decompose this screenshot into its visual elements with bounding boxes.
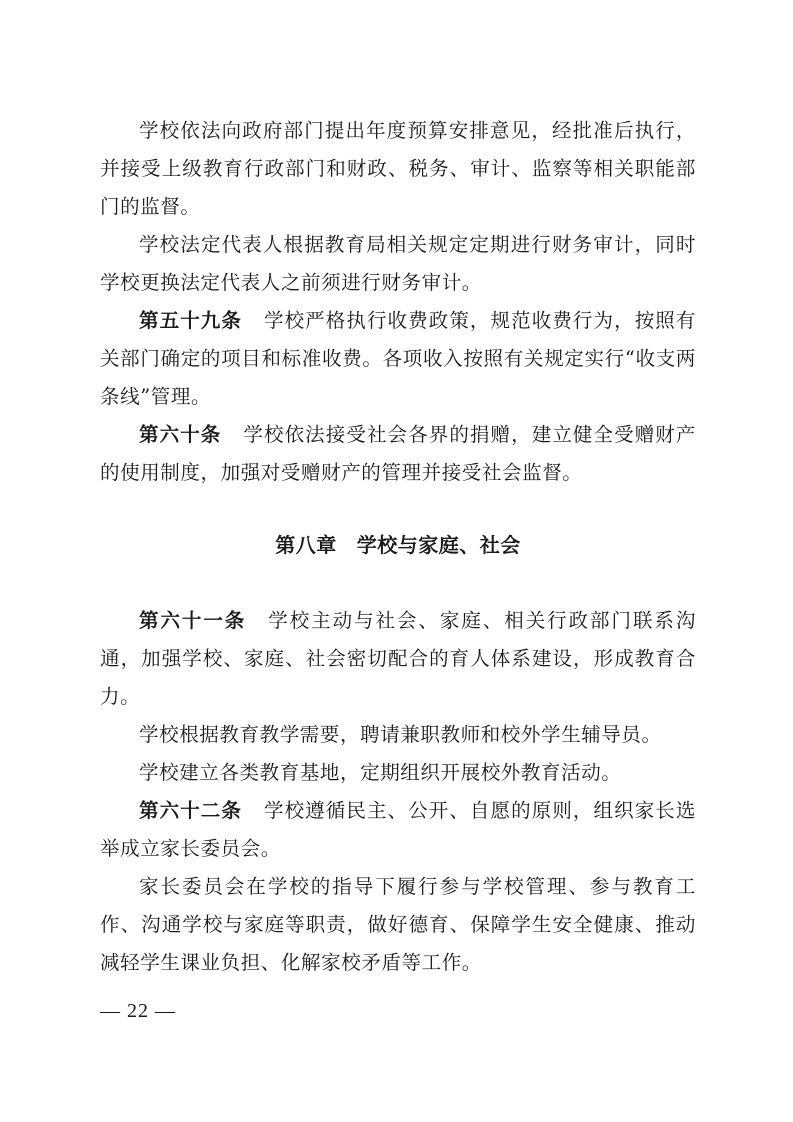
page-number: — 22 —: [100, 1000, 176, 1022]
paragraph-text: 学校建立各类教育基地，定期组织开展校外教育活动。: [139, 761, 622, 784]
article-number: 第五十九条: [139, 309, 242, 332]
paragraph-text: 家长委员会在学校的指导下履行参与学校管理、参与教育工作、沟通学校与家庭等职责，做好德育、保障学生安全健康、推动减轻学生课业负担、化解家校矛盾等工作。: [100, 875, 696, 974]
paragraph-text: 学校依法向政府部门提出年度预算安排意见，经批准后执行，并接受上级教育行政部门和财政、税务、审计、监察等相关职能部门的监督。: [100, 119, 696, 218]
document-body: [100, 112, 696, 982]
paragraph-education-bases: [100, 754, 696, 792]
article-61: [100, 602, 696, 716]
article-number: 第六十二条: [139, 799, 242, 822]
article-62: [100, 792, 696, 868]
article-59: [100, 302, 696, 416]
chapter-heading: [100, 526, 696, 564]
paragraph-part-time-teachers: [100, 716, 696, 754]
paragraph-text: 学校法定代表人根据教育局相关规定定期进行财务审计，同时学校更换法定代表人之前须进行财务审计。: [100, 233, 696, 294]
paragraph-text: 学校遵循民主、公开、自愿的原则，组织家长选举成立家长委员会。: [100, 799, 696, 860]
paragraph-text: 学校根据教育教学需要，聘请兼职教师和校外学生辅导员。: [139, 723, 662, 746]
paragraph-audit: [100, 226, 696, 302]
paragraph-text: 学校依法接受社会各界的捐赠，建立健全受赠财产的使用制度，加强对受赠财产的管理并接受社会监督。: [100, 423, 696, 484]
chapter-number: 第八章: [275, 533, 337, 557]
article-number: 第六十条: [139, 423, 222, 446]
paragraph-text: 学校严格执行收费政策，规范收费行为，按照有关部门确定的项目和标准收费。各项收入按照有关规定实行“收支两条线”管理。: [100, 309, 696, 408]
article-60: [100, 416, 696, 492]
paragraph-budget: [100, 112, 696, 226]
paragraph-parent-committee: [100, 868, 696, 982]
paragraph-text: 学校主动与社会、家庭、相关行政部门联系沟通，加强学校、家庭、社会密切配合的育人体系建设，形成教育合力。: [100, 609, 696, 708]
article-number: 第六十一条: [139, 609, 247, 632]
chapter-title: 学校与家庭、社会: [356, 533, 521, 557]
